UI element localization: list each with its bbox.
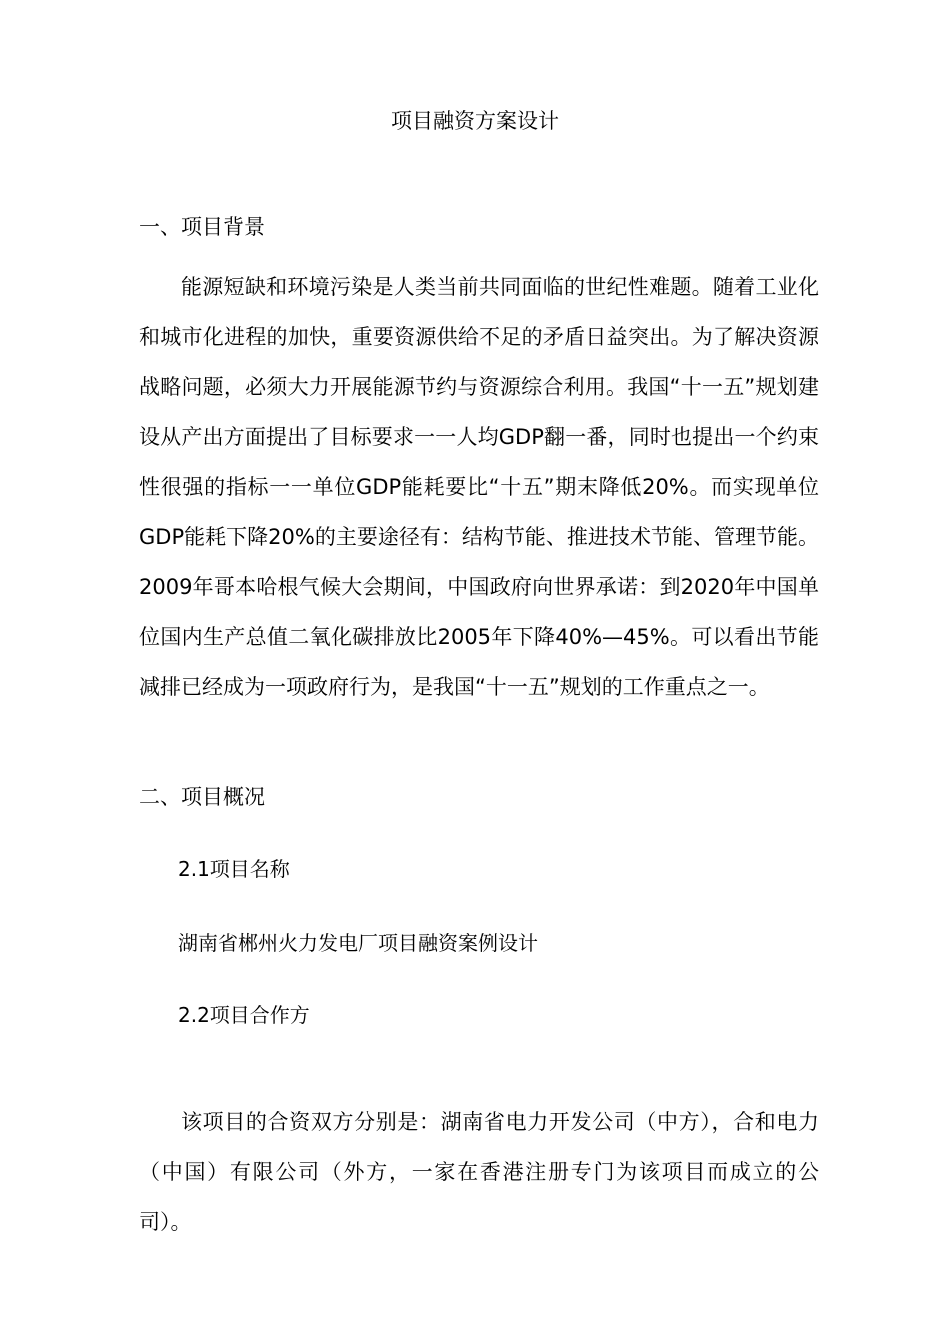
subsection-heading-partners: 2.2项目合作方 (178, 1003, 310, 1027)
document-title: 项目融资方案设计 (391, 109, 559, 133)
background-paragraph: 能源短缺和环境污染是人类当前共同面临的世纪性难题。随着工业化和城市化进程的加快，重要资源供给不足的矛盾日益突出。为了解决资源战略问题，必须大力开展能源节约与资源综合利用。我国“十一五”规划建设从产出方面提出了目标要求一一人均GDP翻一番，同时也提出一个约束性很强的指标一一单位GDP能耗要比“十五”期末降低20%。而实现单位GDP能耗下降20%的主要途径有：结构节能、推进技术节能、管理节能。2009年哥本哈根气候大会期间，中国政府向世界承诺：到2020年中国单位国内生产总值二氧化碳排放比2005年下降40%—45%。可以看出节能减排已经成为一项政府行为，是我国“十一五”规划的工作重点之一。 (139, 275, 819, 699)
project-name-text: 湖南省郴州火力发电厂项目融资案例设计 (178, 931, 538, 955)
section-heading-overview: 二、项目概况 (139, 785, 265, 809)
subsection-heading-project-name: 2.1项目名称 (178, 857, 290, 881)
partners-paragraph: 该项目的合资双方分别是：湖南省电力开发公司（中方），合和电力（中国）有限公司（外方，一家在香港注册专门为该项目而成立的公司）。 (139, 1110, 819, 1234)
section-heading-background: 一、项目背景 (139, 215, 265, 239)
